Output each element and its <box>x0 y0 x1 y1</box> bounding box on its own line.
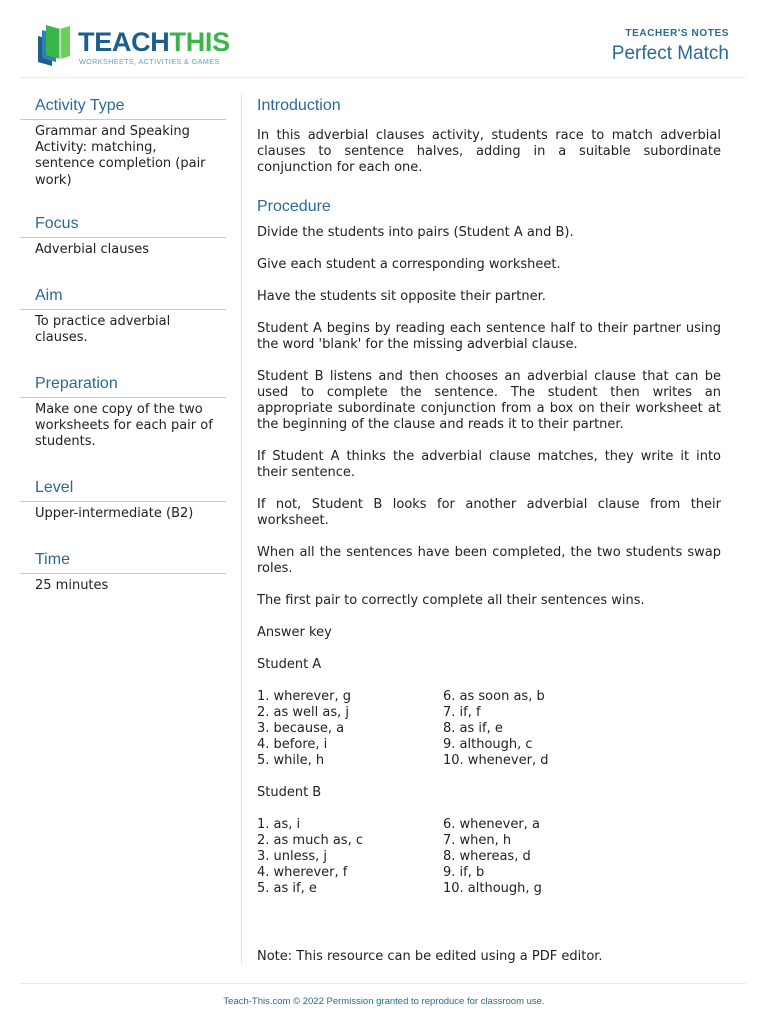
level-text: Upper-intermediate (B2) <box>35 506 194 521</box>
answer-item: 7. when, h <box>443 833 512 848</box>
aim-text: To practice adverbial clauses. <box>35 314 171 346</box>
introduction-text: In this adverbial clauses activity, students race to match adverbial clauses to sentence halves, adding in a suitable subordinate conjunction for each one. <box>257 128 721 175</box>
answer-item: 6. as soon as, b <box>443 689 545 704</box>
procedure-heading: Procedure <box>257 198 331 215</box>
logo-word-teach: TEACH <box>78 27 170 57</box>
answer-item: 4. before, i <box>257 737 328 752</box>
footer-divider <box>20 983 746 984</box>
answer-item: 9. although, c <box>443 737 533 752</box>
answer-item: 8. as if, e <box>443 721 503 736</box>
answer-item: 4. wherever, f <box>257 865 348 880</box>
main-content <box>257 94 721 913</box>
answer-item: 6. whenever, a <box>443 817 540 832</box>
answer-item: 9. if, b <box>443 865 485 880</box>
student-b-label: Student B <box>257 785 322 800</box>
procedure-step: Student B listens and then chooses an adverbial clause that can be used to complete the sentence. The student then writes an appropriate subordinate conjunction from a box on their worksheet at the beginning of the clause and reads it to their partner. <box>257 369 721 432</box>
footer-copyright[interactable]: Teach-This.com © 2022 Permission granted to reproduce for classroom use. <box>223 996 545 1007</box>
logo-word-this: THIS <box>169 27 230 57</box>
aim-heading: Aim <box>20 284 226 310</box>
answer-item: 8. whereas, d <box>443 849 531 864</box>
page-header <box>20 0 746 78</box>
answer-item: 3. because, a <box>257 721 345 736</box>
activity-type-heading: Activity Type <box>20 94 226 120</box>
answer-item: 2. as much as, c <box>257 833 363 848</box>
logo-tagline: WORKSHEETS, ACTIVITIES & GAMES <box>79 57 220 66</box>
teach-this-logo[interactable] <box>36 22 236 70</box>
answer-item: 3. unless, j <box>257 849 328 864</box>
student-a-label: Student A <box>257 657 322 672</box>
student-b-answers <box>257 817 721 897</box>
activity-type-section <box>20 94 226 212</box>
focus-heading: Focus <box>20 212 226 238</box>
preparation-section <box>20 372 226 476</box>
answer-item: 5. while, h <box>257 753 325 768</box>
answer-item: 10. whenever, d <box>443 753 549 768</box>
time-text: 25 minutes <box>35 578 109 593</box>
answer-item: 5. as if, e <box>257 881 317 896</box>
procedure-step: If not, Student B looks for another adverbial clause from their worksheet. <box>257 497 721 528</box>
student-a-answers <box>257 689 721 769</box>
answer-item: 1. as, i <box>257 817 301 832</box>
time-heading: Time <box>20 548 226 574</box>
procedure-step: When all the sentences have been completed, the two students swap roles. <box>257 545 721 576</box>
time-section <box>20 548 226 594</box>
focus-section <box>20 212 226 284</box>
level-section <box>20 476 226 548</box>
answer-item: 10. although, g <box>443 881 542 896</box>
introduction-heading: Introduction <box>257 97 341 114</box>
answer-item: 1. wherever, g <box>257 689 352 704</box>
answer-key-label: Answer key <box>257 625 332 640</box>
preparation-text: Make one copy of the two worksheets for each pair of students. <box>35 402 213 450</box>
procedure-step: Give each student a corresponding worksheet. <box>257 257 561 272</box>
pdf-editor-note: Note: This resource can be edited using a PDF editor. <box>257 949 603 964</box>
answer-item: 7. if, f <box>443 705 481 720</box>
preparation-heading: Preparation <box>20 372 226 398</box>
teachers-notes-label: TEACHER'S NOTES <box>625 28 729 39</box>
answer-item: 2. as well as, j <box>257 705 350 720</box>
book-icon <box>36 22 76 68</box>
focus-text: Adverbial clauses <box>35 242 150 257</box>
activity-type-text: Grammar and Speaking Activity: matching, sentence completion (pair work) <box>35 124 206 188</box>
logo-wordmark <box>78 27 230 57</box>
level-heading: Level <box>20 476 226 502</box>
procedure-step: If Student A thinks the adverbial clause matches, they write it into their sentence. <box>257 449 721 480</box>
aim-section <box>20 284 226 372</box>
procedure-step: Have the students sit opposite their partner. <box>257 289 546 304</box>
procedure-step: Student A begins by reading each sentence half to their partner using the word 'blank' for the missing adverbial clause. <box>257 321 721 352</box>
procedure-step: Divide the students into pairs (Student A and B). <box>257 225 574 240</box>
procedure-step: The first pair to correctly complete all their sentences wins. <box>257 593 645 608</box>
column-divider <box>241 94 242 964</box>
sidebar <box>20 94 226 594</box>
page-title: Perfect Match <box>611 43 729 64</box>
